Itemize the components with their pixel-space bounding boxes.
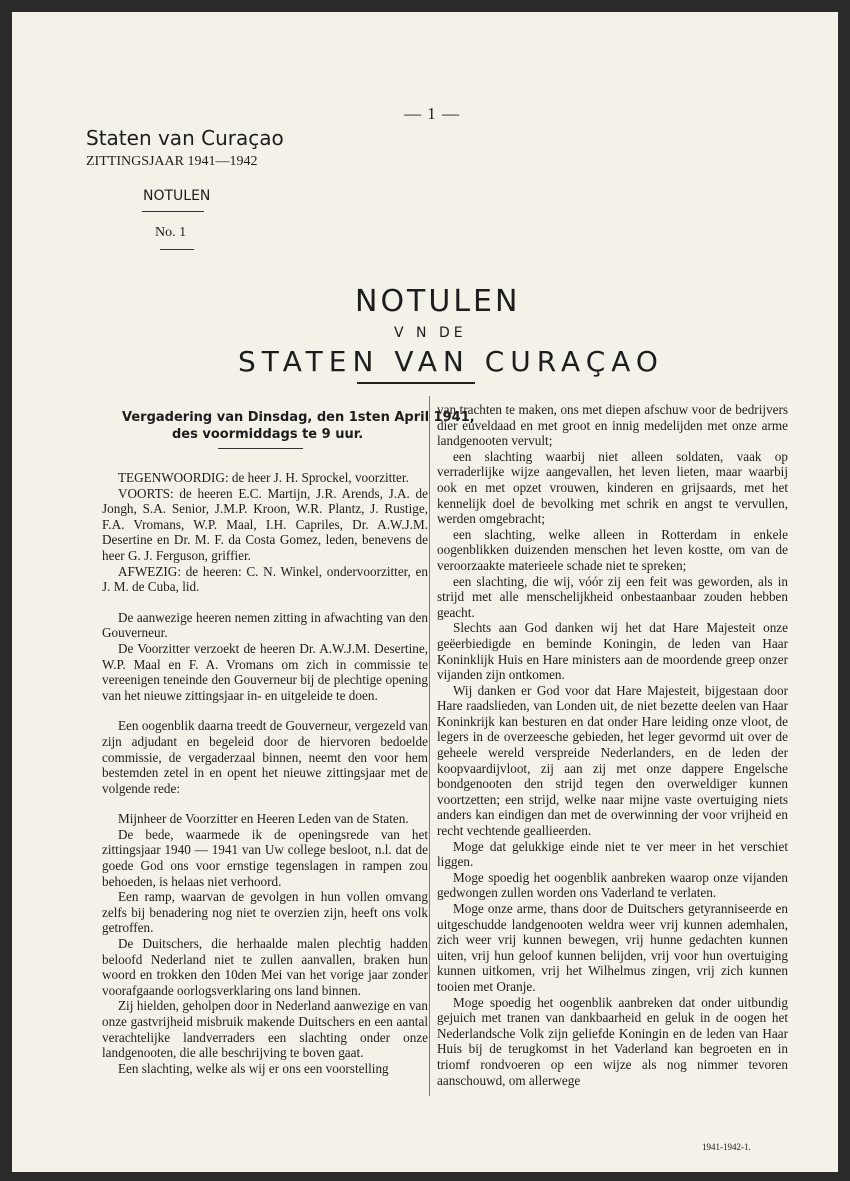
meeting-time: des voormiddags te 9 uur. (172, 427, 364, 442)
header-title: Staten van Curaçao (86, 126, 284, 150)
speech-paragraph: Een slachting, welke als wij er ons een voorstelling (118, 1060, 389, 1076)
speech-paragraph: een slachting waarbij niet alleen soldaten, vaak op verraderlijke wijze aangevallen, het leven lieten, maar waarbij ook en met opzet vrouwen, kinderen en grijsaards, met het kennelijk doel de bevolking met schrik en angst te vervullen, werden omgebracht; (437, 448, 788, 527)
attendance-absent: AFWEZIG: de heeren: C. N. Winkel, ondervoorzitter, en J. M. de Cuba, lid. (102, 563, 428, 595)
main-title: NOTULEN (355, 284, 521, 319)
speech-paragraph: Moge onze arme, thans door de Duitschers getyranniseerde en uitgeschudde landgenooten weldra weer vrij kunnen ademhalen, zich weer vrij kunnen bewegen, vrij hunne gedachten kunnen uiten, vrij hun geloof kunnen belijden, vrij voor hun overtuiging kunnen uitkomen, vrij het Wilhelmus zingen, vrij zich kunnen tooien met Oranje. (437, 901, 788, 994)
speech-paragraph: Slechts aan God danken wij het dat Hare Majesteit onze geëerbiedigde en beminde Koningin, de leden van Haar Koninklijk Huis en Hare ministers aan de moordende greep onzer vijanden zijn ontkomen. (437, 620, 788, 683)
speech-paragraph: Moge spoedig het oogenblik aanbreken waarop onze vijanden gedwongen zullen worden ons Vaderland te verlaten. (437, 869, 788, 901)
header-notulen: NOTULEN (143, 188, 211, 204)
column-divider (429, 396, 430, 1096)
right-column (437, 402, 788, 1088)
header-divider (142, 211, 204, 212)
speech-paragraph: Zij hielden, geholpen door in Nederland aanwezige en van onze gastvrijheid misbruik makende Duitschers en een aantal verachtelijke landverraders een slachting onder onze landgenooten, die alle beschrijving te boven gaat. (102, 998, 428, 1061)
speech-paragraph: Moge spoedig het oogenblik aanbreken dat onder uitbundig gejuich met tranen van dankbaarheid en geluk in de oogen het Nederlandsche Volk zijn geliefde Koningin en de leden van Haar Huis bij de terugkomst in het Vaderland kan begroeten en in triomf rondvoeren op een wijze als nog nimmer tevoren aanschouwd, om allerwege (437, 994, 788, 1088)
attendance-also: VOORTS: de heeren E.C. Martijn, J.R. Arends, J.A. de Jongh, S.A. Senior, J.M.P. Kroon, W.R. Plantz, J. Rustige, F.A. Vromans, W.P. Maal, I.H. Capriles, Dr. A.W.J.M. Desertine en Dr. M. F. da Costa Gomez, leden, benevens de heer G. J. Ferguson, griffier. (102, 485, 428, 563)
attendance-present: TEGENWOORDIG: de heer J. H. Sprockel, voorzitter. (118, 470, 409, 485)
footer-code: 1941-1942-1. (702, 1142, 751, 1152)
main-title-connector: V N DE (394, 325, 467, 341)
header-number: No. 1 (155, 225, 187, 240)
speech-paragraph: De bede, waarmede ik de openingsrede van het zittingsjaar 1940 — 1941 van Uw college besloot, n.l. dat de goede God ons voor ernstige tegenslagen in rampen zou behoeden, is helaas niet verhoord. (102, 826, 428, 889)
page-number: — 1 — (404, 104, 460, 123)
header-session-year: ZITTINGSJAAR 1941—1942 (86, 154, 258, 169)
speech-paragraph: Wij danken er God voor dat Hare Majesteit, bijgestaan door Hare raadslieden, van Londen uit, de niet bezette deelen van Haar Koninkrijk kan besturen en dat onder Hare leiding onze vloot, de legers in de overzeesche gebieden, het leger gevormd uit over de geheele wereld verspreide Nederlanders, en de leden der koopvaardijvloot, zij aan zij met onze dappere Engelsche bondgenooten den strijd tegen den overweldiger kunnen voortzetten; een strijd, welke naar mijne vaste overtuiging niets anders kan eindigen dan met de overwinning der voor vrijheid en recht vechtende geallieerden. (437, 682, 788, 839)
meeting-date: Vergadering van Dinsdag, den 1sten April 1941, (122, 410, 475, 425)
speech-paragraph: De Duitschers, die herhaalde malen plechtig hadden beloofd Nederland niet te zullen aanvallen, braken hun woord en trokken den 10den Mei van het vorige jaar zonder voorafgaande oorlogsverklaring ons land binnen. (102, 936, 428, 998)
arrival-paragraph: Een oogenblik daarna treedt de Gouverneur, vergezeld van zijn adjudant en begeleid door de hiervoren bedoelde commissie, de vergaderzaal binnen, neemt den voor hem bestemden zetel in en opent het nieuwe zittingsjaar met de volgende rede: (102, 718, 428, 796)
speech-paragraph: een slachting, welke alleen in Rotterdam in enkele oogenblikken duizenden menschen het leven kostte, om van de veroorzaakte materieele schade niet te spreken; (437, 526, 788, 573)
proceeding-paragraph: De Voorzitter verzoekt de heeren Dr. A.W.J.M. Desertine, W.P. Maal en F. A. Vromans om zich in commissie te vereenigen teneinde den Gouverneur bij de plechtige opening van het nieuwe zittingsjaar in- en uitgeleide te doen. (102, 640, 428, 703)
speech-paragraph: een slachting, die wij, vóór zij een feit was geworden, als in strijd met alle menschelijkheid onbestaanbaar zouden hebben geacht. (437, 573, 788, 620)
left-column (102, 470, 428, 1076)
title-underline (357, 382, 475, 384)
header-divider (160, 249, 194, 250)
document-page (12, 12, 838, 1172)
speech-salutation: Mijnheer de Voorzitter en Heeren Leden van de Staten. (118, 811, 409, 827)
speech-paragraph: Een ramp, waarvan de gevolgen in hun vollen omvang zelfs bij benadering nog niet te overzien zijn, heeft ons volk getroffen. (102, 889, 428, 936)
main-title-body: STATEN VAN CURAÇAO (238, 345, 664, 378)
speech-paragraph: van trachten te maken, ons met diepen afschuw voor de bedrijvers dier euveldaad en met groot en innig medelijden met onze arme landgenooten vervult; (437, 402, 788, 449)
meeting-divider (218, 448, 303, 449)
proceeding-paragraph: De aanwezige heeren nemen zitting in afwachting van den Gouverneur. (102, 609, 428, 641)
speech-paragraph: Moge dat gelukkige einde niet te ver meer in het verschiet liggen. (437, 838, 788, 870)
